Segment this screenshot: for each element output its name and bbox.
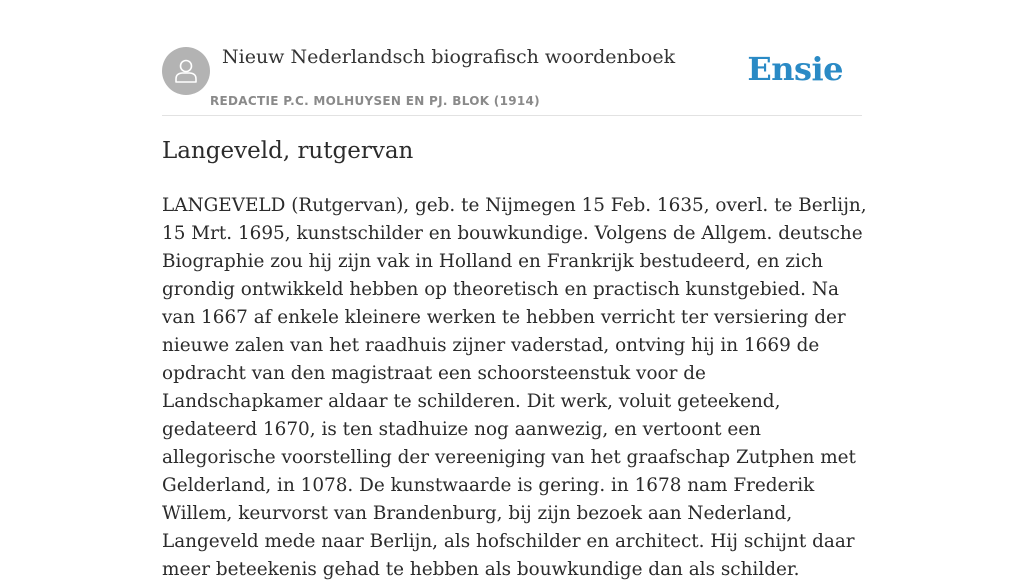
- source-title[interactable]: Nieuw Nederlandsch biografisch woordenboek: [222, 46, 676, 68]
- page-title: Langeveld, rutgervan: [162, 138, 414, 164]
- user-icon: [171, 56, 201, 86]
- avatar[interactable]: [162, 47, 210, 95]
- brand-logo[interactable]: Ensie: [747, 50, 843, 88]
- source-subtitle: REDACTIE P.C. MOLHUYSEN EN PJ. BLOK (1914): [210, 94, 540, 108]
- entry-body: LANGEVELD (Rutgervan), geb. te Nijmegen 15 Feb. 1635, overl. te Berlijn, 15 Mrt. 1695, kunstschilder en bouwkundige. Volgens de Allgem. deutsche Biographie zou hij zijn vak in Holland en Frankrijk bestudeerd, en zich grondig ontwikkeld hebben op theoretisch en practisch kunstgebied. Na van 1667 af enkele kleinere werken te hebben verricht ter versiering der nieuwe zalen van het raadhuis zijner vaderstad, ontving hij in 1669 de opdracht van den magistraat een schoorsteenstuk voor de Landschapkamer aldaar te schilderen. Dit werk, voluit geteekend, gedateerd 1670, is ten stadhuize nog aanwezig, en vertoont een allegorische voorstelling der vereeniging van het graafschap Zutphen met Gelderland, in 1078. De kunstwaarde is gering. in 1678 nam Frederik Willem, keurvorst van Brandenburg, bij zijn bezoek aan Nederland, Langeveld mede naar Berlijn, als hofschilder en architect. Hij schijnt daar meer beteekenis gehad te hebben als bouwkundige dan als schilder.: [162, 195, 867, 580]
- source-header: [162, 44, 862, 116]
